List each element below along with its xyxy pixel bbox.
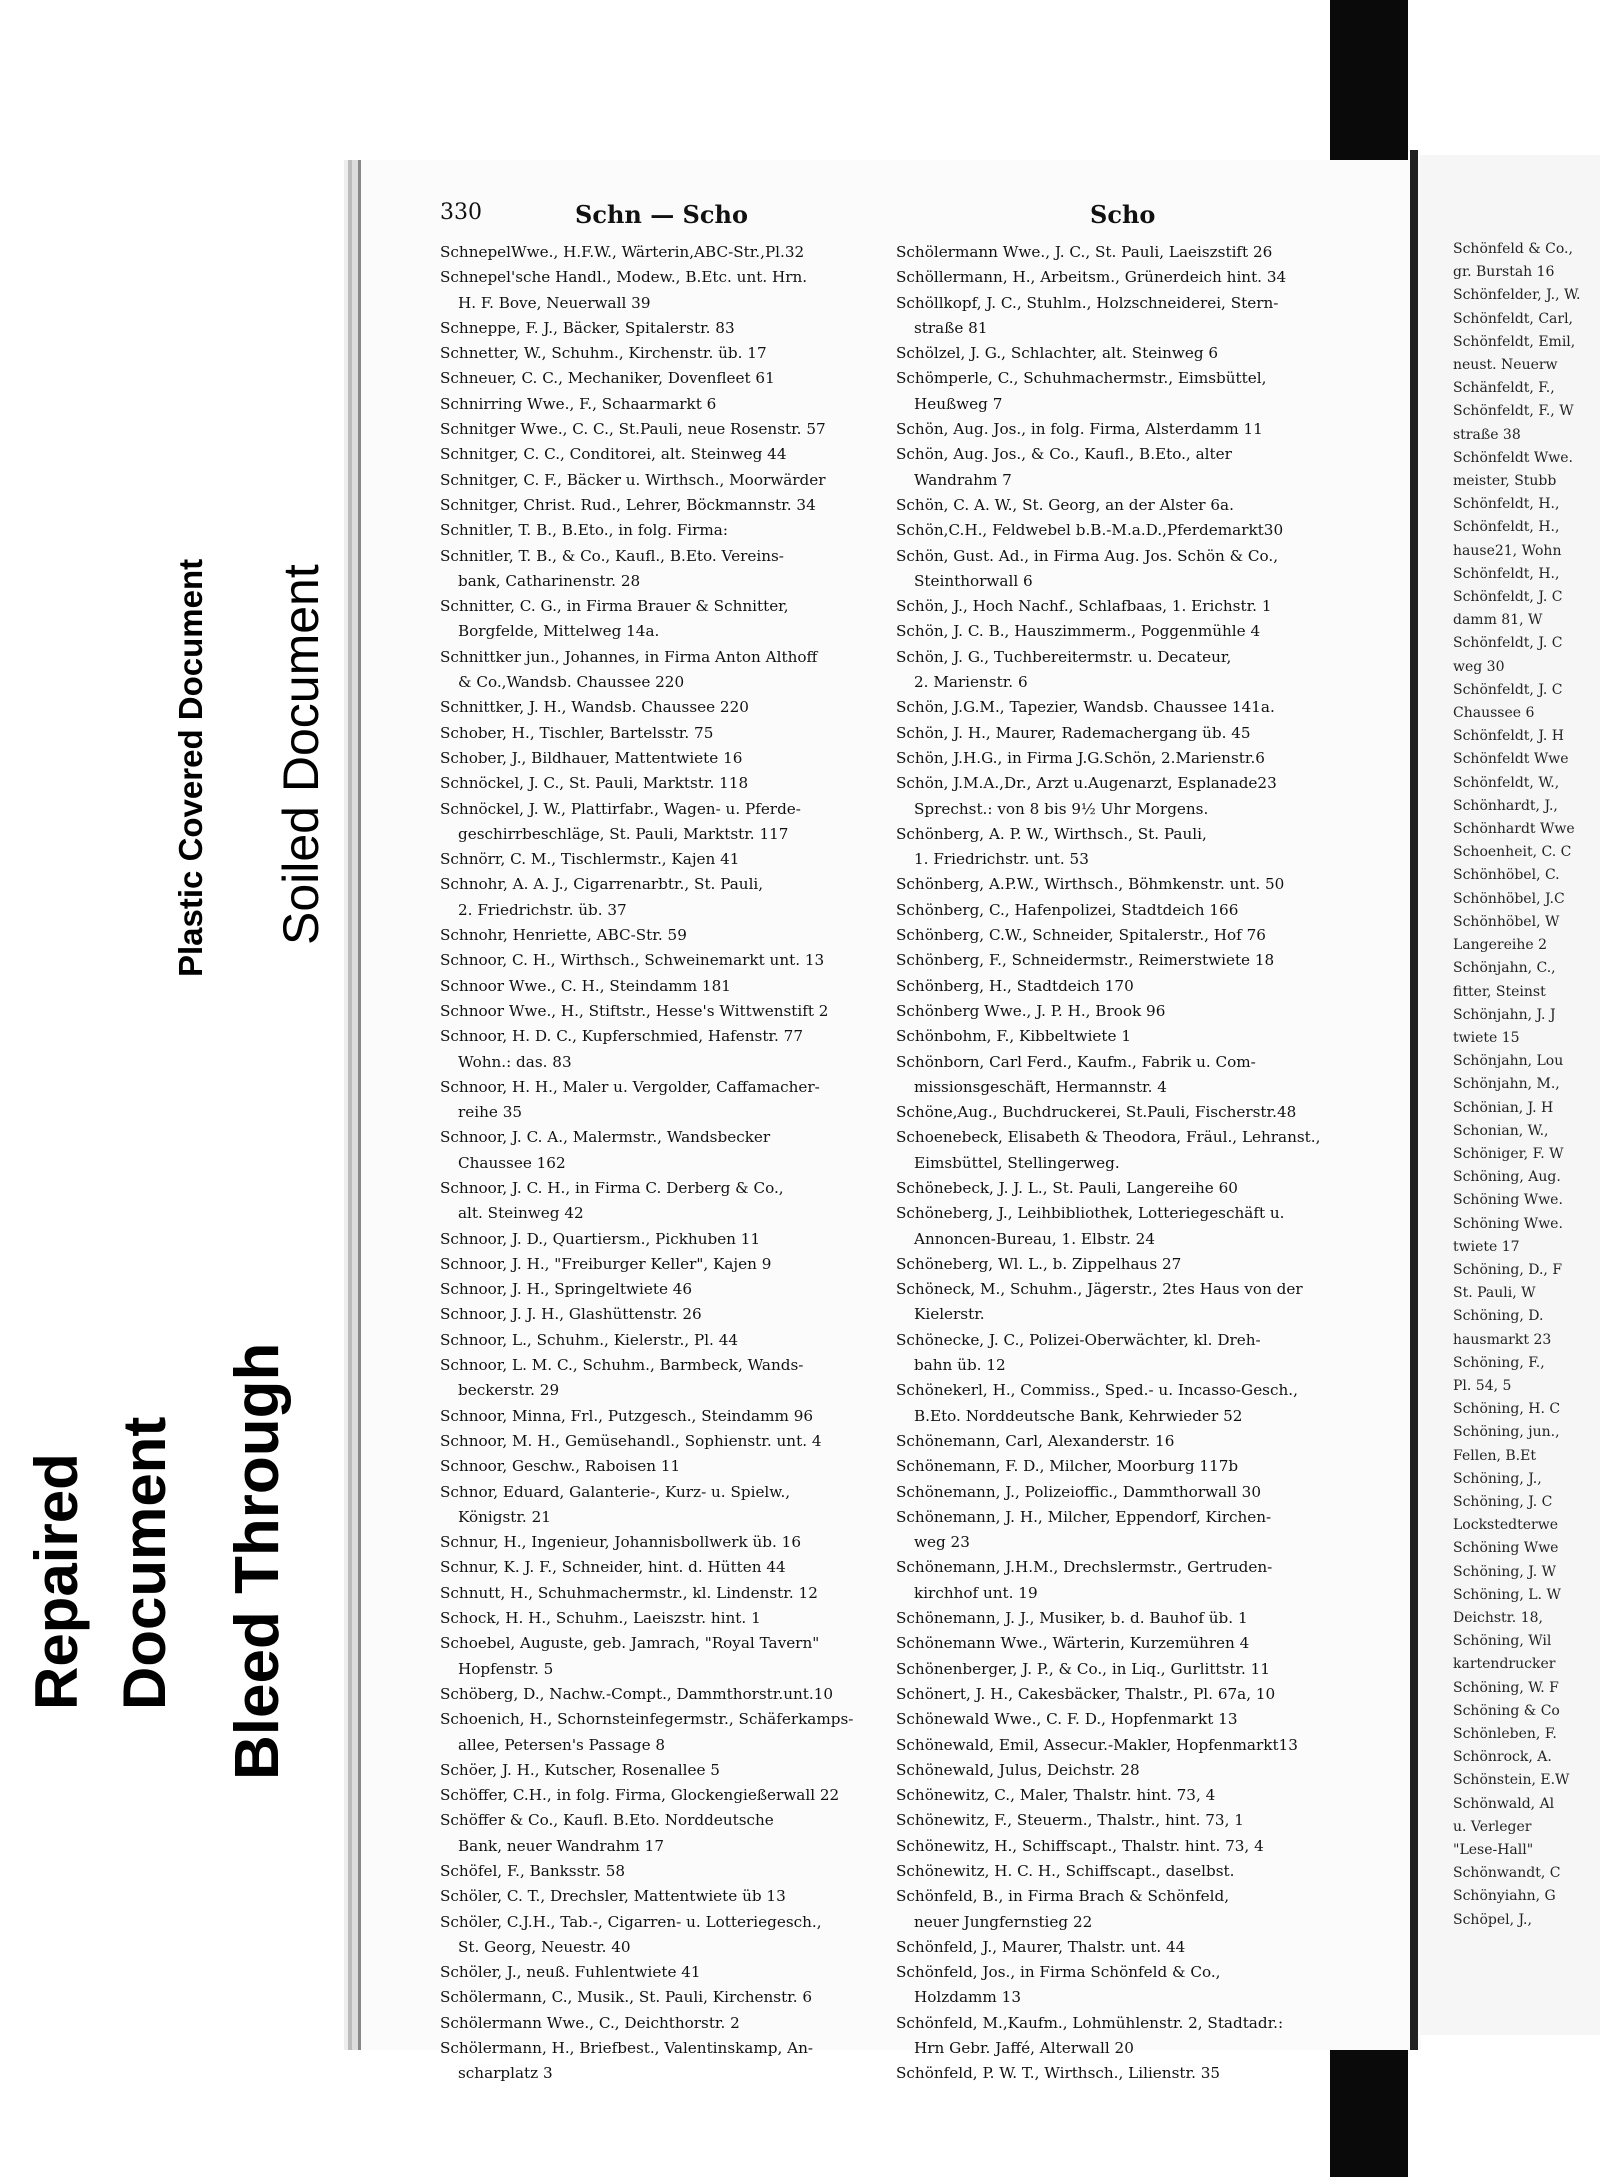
directory-entry-line: Schönenberger, J. P., & Co., in Liq., Gurlittstr. 11: [896, 1659, 1271, 1678]
next-page-entry-line: St. Pauli, W: [1453, 1285, 1536, 1302]
next-page-entry-line: Schönhardt, J.,: [1453, 797, 1558, 814]
next-page-entry-line: hause21, Wohn: [1453, 542, 1562, 559]
directory-entry-line: Schönert, J. H., Cakesbäcker, Thalstr., Pl. 67a, 10: [896, 1684, 1276, 1703]
next-page-entry-line: Schöning, J. C: [1453, 1493, 1553, 1510]
soiled-stamp: [260, 362, 338, 952]
directory-entry-line: Schönewitz, H., Schiffscapt., Thalstr. hint. 73, 4: [896, 1836, 1264, 1855]
directory-entry-line: missionsgeschäft, Hermannstr. 4: [914, 1077, 1167, 1096]
directory-entry-line: Schönfeld, M.,Kaufm., Lohmühlenstr. 2, Stadtadr.:: [896, 2013, 1284, 2032]
next-page-entry-line: straße 38: [1453, 426, 1521, 443]
next-page-entry-line: Schönfeldt, J. C: [1453, 589, 1563, 606]
directory-entry-line: Schnoor Wwe., H., Stiftstr., Hesse's Wittwenstift 2: [440, 1001, 829, 1020]
directory-entry-line: Schnoor, J. H., Springeltwiete 46: [440, 1280, 693, 1299]
directory-entry-line: Schönberg, C.W., Schneider, Spitalerstr., Hof 76: [896, 926, 1266, 945]
directory-entry-line: Schöler, C. T., Drechsler, Mattentwiete üb 13: [440, 1887, 786, 1906]
directory-entry-line: Schnitter, C. G., in Firma Brauer & Schnitter,: [440, 597, 789, 616]
directory-entry-line: Schnepel'sche Handl., Modew., B.Etc. unt. Hrn.: [440, 268, 808, 287]
next-page-edge: [1420, 155, 1600, 2035]
next-page-entry-line: Schönjahn, M.,: [1453, 1076, 1560, 1093]
directory-entry-line: Schönemann, J. J., Musiker, b. d. Bauhof üb. 1: [896, 1609, 1248, 1628]
next-page-entry-line: Schöning, D.: [1453, 1308, 1544, 1325]
next-page-entry-line: Pl. 54, 5: [1453, 1377, 1512, 1394]
directory-entry-line: Schölzel, J. G., Schlachter, alt. Steinweg 6: [896, 344, 1219, 363]
directory-entry-line: Schöberg, D., Nachw.-Compt., Dammthorstr.unt.10: [440, 1684, 834, 1703]
directory-entry-line: Schöffer & Co., Kaufl. B.Eto. Norddeutsche: [440, 1811, 774, 1830]
directory-entry-line: Schönewitz, C., Maler, Thalstr. hint. 73, 4: [896, 1786, 1216, 1805]
next-page-entry-line: Schönfeldt Wwe.: [1453, 449, 1573, 466]
directory-entry-line: Schönekerl, H., Commiss., Sped.- u. Incasso-Gesch.,: [896, 1381, 1298, 1400]
directory-entry-line: Schnirring Wwe., F., Schaarmarkt 6: [440, 394, 717, 413]
directory-entry-line: Schönbohm, F., Kibbeltwiete 1: [896, 1027, 1131, 1046]
next-page-entry-line: u. Verleger: [1453, 1818, 1532, 1835]
next-page-entry-line: Schöning & Co: [1453, 1702, 1560, 1719]
directory-entry-line: Schön, Aug. Jos., in folg. Firma, Alsterdamm 11: [896, 420, 1263, 439]
directory-entry-line: Schnittker jun., Johannes, in Firma Anton Althoff: [440, 647, 818, 666]
directory-entry-line: Schnoor, J. C. A., Malermstr., Wandsbecker: [440, 1128, 771, 1147]
directory-entry-line: Schoebel, Auguste, geb. Jamrach, "Royal Tavern": [440, 1634, 820, 1653]
next-page-entry-line: Schöning, H. C: [1453, 1401, 1561, 1418]
directory-entry-line: Schnoor, J. J. H., Glashüttenstr. 26: [440, 1305, 702, 1324]
directory-entry-line: scharplatz 3: [458, 2064, 553, 2083]
next-page-entry-line: Schöpel, J.,: [1453, 1911, 1532, 1928]
next-page-entry-line: Schöning, J. W: [1453, 1563, 1557, 1580]
next-page-entry-line: neust. Neuerw: [1453, 357, 1558, 374]
next-page-column: [1453, 238, 1580, 1932]
next-page-entry-line: damm 81, W: [1453, 612, 1543, 629]
directory-entry-line: Sprechst.: von 8 bis 9½ Uhr Morgens.: [914, 799, 1209, 818]
directory-entry-line: alt. Steinweg 42: [458, 1204, 584, 1223]
directory-entry-line: Schnoor, J. D., Quartiersm., Pickhuben 11: [440, 1229, 761, 1248]
directory-entry-line: Schönemann, J., Polizeioffic., Dammthorwall 30: [896, 1482, 1262, 1501]
directory-entry-line: Schönemann, J. H., Milcher, Eppendorf, Kirchen-: [896, 1507, 1272, 1526]
directory-entry-line: Wandrahm 7: [914, 470, 1012, 489]
directory-entry-line: Schnöckel, J. W., Plattirfabr., Wagen- u. Pferde-: [440, 799, 801, 818]
directory-entry-line: Schöneberg, Wl. L., b. Zippelhaus 27: [896, 1254, 1182, 1273]
directory-entry-line: Schöfel, F., Banksstr. 58: [440, 1862, 626, 1880]
directory-entry-line: Schnoor Wwe., C. H., Steindamm 181: [440, 976, 731, 995]
next-page-entry-line: hausmarkt 23: [1453, 1331, 1552, 1348]
directory-entry-line: Schöler, J., neuß. Fuhlentwiete 41: [440, 1963, 701, 1982]
directory-entry-line: Schölermann, C., Musik., St. Pauli, Kirchenstr. 6: [440, 1988, 813, 2007]
next-page-entry-line: twiete 15: [1453, 1029, 1520, 1046]
directory-entry-line: Schnitger, C. C., Conditorei, alt. Steinweg 44: [440, 445, 787, 464]
next-page-entry-line: twiete 17: [1453, 1238, 1520, 1255]
directory-entry-line: Schnoor, Geschw., Raboisen 11: [440, 1457, 681, 1476]
next-page-entry-line: Schöning, J.,: [1453, 1470, 1542, 1487]
directory-entry-line: Schnoor, H. D. C., Kupferschmied, Hafenstr. 77: [440, 1027, 804, 1046]
directory-entry-line: beckerstr. 29: [458, 1381, 560, 1400]
directory-entry-line: Schön,C.H., Feldwebel b.B.-M.a.D.,Pferdemarkt30: [896, 521, 1284, 540]
next-page-entry-line: Schönfeld & Co.,: [1453, 241, 1573, 257]
directory-entry-line: Schön, C. A. W., St. Georg, an der Alster 6a.: [896, 495, 1234, 514]
directory-entry-line: Schön, J.H.G., in Firma J.G.Schön, 2.Marienstr.6: [896, 748, 1265, 767]
next-page-entry-line: Schöning, W. F: [1453, 1679, 1559, 1696]
directory-entry-line: Schönemann, F. D., Milcher, Moorburg 117b: [896, 1457, 1239, 1476]
directory-entry-line: Schönewald Wwe., C. F. D., Hopfenmarkt 13: [896, 1710, 1238, 1729]
next-page-entry-line: Schönjahn, J. J: [1453, 1006, 1556, 1023]
directory-entry-line: & Co.,Wandsb. Chaussee 220: [458, 673, 685, 692]
directory-entry-line: Schölermann Wwe., C., Deichthorstr. 2: [440, 2013, 740, 2032]
left-running-title: Schn — Scho: [575, 200, 748, 229]
next-page-entry-line: Schöning, D., F: [1453, 1261, 1563, 1278]
directory-entry-line: Schnitler, T. B., & Co., Kaufl., B.Eto. Vereins-: [440, 546, 784, 565]
next-page-entry-line: Schönfeldt, W.,: [1453, 774, 1560, 791]
directory-entry-line: Eimsbüttel, Stellingerweg.: [914, 1153, 1120, 1172]
directory-entry-line: allee, Petersen's Passage 8: [458, 1735, 666, 1754]
directory-entry-line: neuer Jungfernstieg 22: [914, 1912, 1093, 1931]
directory-entry-line: Schöneberg, J., Leihbibliothek, Lotteriegeschäft u.: [896, 1204, 1285, 1223]
directory-entry-line: Schönfeld, P. W. T., Wirthsch., Lilienstr. 35: [896, 2064, 1221, 2083]
directory-entry-line: Hopfenstr. 5: [458, 1659, 554, 1678]
directory-entry-line: Schnitger, C. F., Bäcker u. Wirthsch., Moorwärder: [440, 470, 826, 489]
directory-entry-line: Heußweg 7: [914, 394, 1003, 413]
next-page-entry-line: Schönian, J. H: [1453, 1099, 1554, 1116]
directory-entry-line: Annoncen-Bureau, 1. Elbstr. 24: [914, 1229, 1155, 1248]
directory-entry-line: Schneuer, C. C., Mechaniker, Dovenfleet 61: [440, 369, 775, 388]
next-page-entry-line: Langereihe 2: [1453, 937, 1548, 954]
directory-entry-line: Schön, J.M.A.,Dr., Arzt u.Augenarzt, Esplanade23: [896, 774, 1277, 793]
directory-entry-line: Schöffer, C.H., in folg. Firma, Glockengießerwall 22: [440, 1786, 840, 1805]
next-page-entry-line: Schöning, Wil: [1453, 1633, 1552, 1650]
directory-entry-line: Schnoor, L. M. C., Schuhm., Barmbeck, Wands-: [440, 1356, 804, 1375]
directory-entry-line: Schönberg, A. P. W., Wirthsch., St. Pauli,: [896, 824, 1207, 843]
next-page-entry-line: Chaussee 6: [1453, 705, 1535, 722]
directory-entry-line: Schnohr, Henriette, ABC-Str. 59: [440, 926, 687, 945]
bleed-through-stamp: [210, 1195, 310, 1795]
directory-entry-line: Schnitler, T. B., B.Eto., in folg. Firma:: [440, 521, 728, 540]
next-page-entry-line: Schönhardt Wwe: [1453, 821, 1575, 838]
page-number: 330: [440, 200, 482, 225]
next-page-entry-line: Schönhöbel, W: [1453, 913, 1560, 930]
next-page-entry-line: Lockstedterwe: [1453, 1517, 1558, 1534]
directory-entry-line: Schnetter, W., Schuhm., Kirchenstr. üb. 17: [440, 344, 767, 363]
directory-entry-line: Schnoor, H. H., Maler u. Vergolder, Caffamacher-: [440, 1077, 820, 1096]
next-page-entry-line: Deichstr. 18,: [1453, 1609, 1543, 1626]
repaired-stamp: [10, 1325, 200, 1725]
directory-entry-line: Chaussee 162: [458, 1153, 566, 1172]
next-page-entry-line: Schönyiahn, G: [1453, 1888, 1556, 1905]
directory-entry-line: St. Georg, Neuestr. 40: [458, 1937, 631, 1956]
directory-entry-line: 2. Marienstr. 6: [914, 673, 1028, 692]
next-page-entry-line: Schönjahn, C.,: [1453, 960, 1556, 977]
next-page-entry-line: Schönwandt, C: [1453, 1865, 1561, 1882]
directory-entry-line: Schönewitz, H. C. H., Schiffscapt., daselbst.: [896, 1862, 1235, 1880]
next-page-entry-line: Schoenheit, C. C: [1453, 844, 1572, 861]
next-page-entry-line: Schonian, W.,: [1453, 1122, 1549, 1139]
directory-entry-line: Schnoor, Minna, Frl., Putzgesch., Steindamm 96: [440, 1406, 814, 1425]
plastic-covered-stamp: [162, 352, 224, 992]
next-page-entry-line: Schönfeldt, H.,: [1453, 565, 1560, 582]
repaired-label-line2: Document: [111, 1416, 178, 1710]
directory-entry-line: Schön, Gust. Ad., in Firma Aug. Jos. Schön & Co.,: [896, 546, 1279, 565]
directory-entry-line: Schönewald, Emil, Assecur.-Makler, Hopfenmarkt13: [896, 1735, 1298, 1754]
directory-entry-line: geschirrbeschläge, St. Pauli, Marktstr. 117: [458, 824, 789, 843]
directory-entry-line: 2. Friedrichstr. üb. 37: [458, 900, 627, 919]
directory-entry-line: Schön, Aug. Jos., & Co., Kaufl., B.Eto., alter: [896, 445, 1232, 464]
directory-entry-line: Schnor, Eduard, Galanterie-, Kurz- u. Spielw.,: [440, 1482, 791, 1501]
directory-entry-line: bank, Catharinenstr. 28: [458, 571, 641, 590]
directory-entry-line: weg 23: [914, 1533, 970, 1552]
next-page-entry-line: Schöning Wwe.: [1453, 1215, 1563, 1232]
next-page-entry-line: "Lese-Hall": [1453, 1842, 1534, 1859]
directory-entry-line: Schnoor, L., Schuhm., Kielerstr., Pl. 44: [440, 1330, 739, 1349]
directory-entry-line: Schönberg Wwe., J. P. H., Brook 96: [896, 1001, 1166, 1020]
directory-entry-line: Schönfeld, Jos., in Firma Schönfeld & Co.,: [896, 1963, 1221, 1982]
next-page-entry-line: Schönfeldt Wwe: [1453, 751, 1569, 768]
directory-entry-line: Schölermann Wwe., J. C., St. Pauli, Laeiszstift 26: [896, 243, 1273, 261]
directory-entry-line: Schönewald, Julus, Deichstr. 28: [896, 1760, 1140, 1779]
directory-entry-line: Schöne,Aug., Buchdruckerei, St.Pauli, Fischerstr.48: [896, 1103, 1297, 1122]
next-page-entry-line: Schönfelder, J., W.: [1453, 287, 1581, 304]
directory-entry-line: Schober, H., Tischler, Bartelsstr. 75: [440, 723, 714, 742]
directory-entry-line: Schnittker, J. H., Wandsb. Chaussee 220: [440, 698, 749, 717]
directory-entry-line: Königstr. 21: [458, 1507, 551, 1526]
directory-entry-line: Schönberg, H., Stadtdeich 170: [896, 976, 1134, 995]
directory-entry-line: Schnohr, A. A. J., Cigarrenarbtr., St. Pauli,: [440, 875, 764, 894]
directory-entry-line: Schöler, C.J.H., Tab.-, Cigarren- u. Lotteriegesch.,: [440, 1912, 822, 1931]
directory-entry-line: Schnörr, C. M., Tischlermstr., Kajen 41: [440, 850, 740, 869]
next-page-entry-line: Schönrock, A.: [1453, 1749, 1552, 1766]
directory-entry-line: Schöllermann, H., Arbeitsm., Grünerdeich hint. 34: [896, 268, 1287, 287]
directory-entry-line: H. F. Bove, Neuerwall 39: [458, 293, 651, 312]
directory-entry-line: Schön, J., Hoch Nachf., Schlafbaas, 1. Erichstr. 1: [896, 597, 1272, 616]
next-page-entry-line: Schönfeldt, H.,: [1453, 519, 1560, 536]
directory-entry-line: Schneppe, F. J., Bäcker, Spitalerstr. 83: [440, 318, 735, 337]
next-page-entry-line: fitter, Steinst: [1453, 983, 1546, 1000]
next-page-entry-line: Schöning, Aug.: [1453, 1169, 1561, 1186]
film-edge-top-right: [1330, 0, 1408, 160]
directory-entry-line: Schnur, H., Ingenieur, Johannisbollwerk üb. 16: [440, 1533, 801, 1552]
directory-entry-line: Schömperle, C., Schuhmachermstr., Eimsbüttel,: [896, 369, 1267, 388]
next-page-entry-line: weg 30: [1453, 658, 1505, 675]
directory-entry-line: Schönberg, A.P.W., Wirthsch., Böhmkenstr. unt. 50: [896, 875, 1285, 894]
next-page-entry-line: Schänfeldt, F.,: [1453, 380, 1555, 397]
directory-entry-line: Schönborn, Carl Ferd., Kaufm., Fabrik u. Com-: [896, 1052, 1256, 1071]
directory-entry-line: Borgfelde, Mittelweg 14a.: [458, 622, 660, 641]
directory-entry-line: bahn üb. 12: [914, 1356, 1006, 1375]
directory-entry-line: Steinthorwall 6: [914, 571, 1033, 590]
next-page-entry-line: Schöning Wwe.: [1453, 1192, 1563, 1209]
next-page-entry-line: Schöniger, F. W: [1453, 1145, 1564, 1162]
left-entry-column: [440, 240, 888, 2087]
directory-entry-line: Schön, J. C. B., Hauszimmerm., Poggenmühle 4: [896, 622, 1261, 641]
directory-entry-line: Schnutt, H., Schuhmachermstr., kl. Lindenstr. 12: [440, 1583, 818, 1602]
next-page-entry-line: Fellen, B.Et: [1453, 1447, 1536, 1464]
next-page-entry-line: Schönstein, E.W: [1453, 1772, 1570, 1789]
directory-entry-line: Holzdamm 13: [914, 1988, 1021, 2007]
next-page-entry-line: meister, Stubb: [1453, 473, 1557, 490]
directory-entry-line: Schnöckel, J. C., St. Pauli, Marktstr. 118: [440, 774, 749, 793]
directory-entry-line: Bank, neuer Wandrahm 17: [458, 1836, 664, 1855]
directory-entry-line: Schönebeck, J. J. L., St. Pauli, Langereihe 60: [896, 1178, 1238, 1197]
directory-entry-line: Schnitger Wwe., C. C., St.Pauli, neue Rosenstr. 57: [440, 420, 826, 439]
next-page-entry-line: Schöning, jun.,: [1453, 1424, 1560, 1441]
directory-entry-line: Schoenich, H., Schornsteinfegermstr., Schäferkamps-: [440, 1710, 854, 1729]
next-page-entry-line: Schönjahn, Lou: [1453, 1053, 1564, 1070]
directory-entry-line: straße 81: [914, 318, 988, 337]
bleed-through-label: Bleed Through: [223, 1342, 292, 1780]
next-page-entry-line: Schönhöbel, J.C: [1453, 890, 1565, 907]
next-page-entry-line: Schönwald, Al: [1453, 1795, 1555, 1812]
right-running-title: Scho: [1090, 200, 1156, 229]
directory-entry-line: Schnoor, M. H., Gemüsehandl., Sophienstr. unt. 4: [440, 1431, 822, 1450]
directory-entry-line: Schöer, J. H., Kutscher, Rosenallee 5: [440, 1760, 720, 1779]
directory-entry-line: 1. Friedrichstr. unt. 53: [914, 850, 1089, 869]
directory-entry-line: Hrn Gebr. Jaffé, Alterwall 20: [914, 2039, 1134, 2058]
directory-entry-line: Schönberg, F., Schneidermstr., Reimerstwiete 18: [896, 951, 1275, 970]
directory-entry-line: Schnoor, J. H., "Freiburger Keller", Kajen 9: [440, 1254, 772, 1273]
directory-entry-line: Schön, J. H., Maurer, Rademachergang üb. 45: [896, 723, 1251, 742]
next-page-entry-line: gr. Burstah 16: [1453, 264, 1555, 281]
repaired-label-line1: Repaired: [23, 1453, 90, 1710]
directory-entry-line: Schönemann Wwe., Wärterin, Kurzemühren 4: [896, 1634, 1250, 1653]
directory-entry-line: Schöneck, M., Schuhm., Jägerstr., 2tes Haus von der: [896, 1280, 1303, 1299]
directory-entry-line: Schöllkopf, J. C., Stuhlm., Holzschneiderei, Stern-: [896, 293, 1279, 312]
directory-entry-line: Schnur, K. J. F., Schneider, hint. d. Hütten 44: [440, 1558, 786, 1577]
next-page-entry-line: Schönfeldt, J. C: [1453, 635, 1563, 652]
next-page-entry-line: Schöning Wwe: [1453, 1540, 1559, 1557]
next-page-entry-line: Schönhöbel, C.: [1453, 867, 1560, 884]
next-page-entry-line: Schöning, F.,: [1453, 1354, 1545, 1371]
directory-entry-line: Schnitger, Christ. Rud., Lehrer, Böckmannstr. 34: [440, 495, 816, 514]
directory-entry-line: reihe 35: [458, 1103, 523, 1122]
directory-entry-line: Schönemann, J.H.M., Drechslermstr., Gertruden-: [896, 1558, 1273, 1577]
directory-entry-line: SchnepelWwe., H.F.W., Wärterin,ABC-Str.,Pl.32: [440, 243, 805, 261]
plastic-covered-label: Plastic Covered Document: [172, 558, 209, 977]
directory-entry-line: Schönemann, Carl, Alexanderstr. 16: [896, 1431, 1175, 1450]
directory-entry-line: Schölermann, H., Briefbest., Valentinskamp, An-: [440, 2039, 814, 2058]
soiled-label: Soiled Document: [273, 564, 329, 945]
next-page-entry-line: Schönleben, F.: [1453, 1726, 1557, 1742]
directory-entry-line: Schön, J. G., Tuchbereitermstr. u. Decateur,: [896, 647, 1232, 666]
next-page-entry-line: Schönfeldt, J. C: [1453, 681, 1563, 698]
directory-entry-line: Kielerstr.: [914, 1305, 985, 1324]
directory-entry-line: Schoenebeck, Elisabeth & Theodora, Fräul., Lehranst.,: [896, 1128, 1321, 1147]
directory-entry-line: Schönberg, C., Hafenpolizei, Stadtdeich 166: [896, 900, 1239, 919]
next-page-entry-line: kartendrucker: [1453, 1656, 1556, 1673]
directory-entry-line: Wohn.: das. 83: [458, 1052, 572, 1071]
next-page-entry-line: Schönfeldt, H.,: [1453, 496, 1560, 513]
next-page-entry-line: Schönfeldt, Emil,: [1453, 333, 1576, 350]
next-page-entry-line: Schöning, L. W: [1453, 1586, 1561, 1603]
next-page-entry-line: Schönfeldt, J. H: [1453, 728, 1564, 745]
directory-entry-line: Schnoor, J. C. H., in Firma C. Derberg & Co.,: [440, 1178, 784, 1197]
directory-entry-line: Schnoor, C. H., Wirthsch., Schweinemarkt unt. 13: [440, 951, 825, 970]
next-page-entry-line: Schönfeldt, Carl,: [1453, 310, 1574, 327]
directory-entry-line: Schönfeld, J., Maurer, Thalstr. unt. 44: [896, 1937, 1186, 1956]
directory-entry-line: Schönewitz, F., Steuerm., Thalstr., hint. 73, 1: [896, 1811, 1244, 1830]
next-page-entry-line: Schönfeldt, F., W: [1453, 403, 1574, 420]
directory-entry-line: Schönfeld, B., in Firma Brach & Schönfeld,: [896, 1887, 1230, 1906]
right-entry-column: [896, 240, 1348, 2087]
directory-entry-line: Schober, J., Bildhauer, Mattentwiete 16: [440, 748, 743, 767]
directory-entry-line: Schock, H. H., Schuhm., Laeiszstr. hint. 1: [440, 1609, 761, 1628]
page-gutter: [1410, 150, 1418, 2050]
directory-entry-line: kirchhof unt. 19: [914, 1583, 1038, 1602]
directory-entry-line: B.Eto. Norddeutsche Bank, Kehrwieder 52: [914, 1406, 1243, 1425]
directory-entry-line: Schönecke, J. C., Polizei-Oberwächter, kl. Dreh-: [896, 1330, 1261, 1349]
directory-entry-line: Schön, J.G.M., Tapezier, Wandsb. Chaussee 141a.: [896, 698, 1275, 717]
